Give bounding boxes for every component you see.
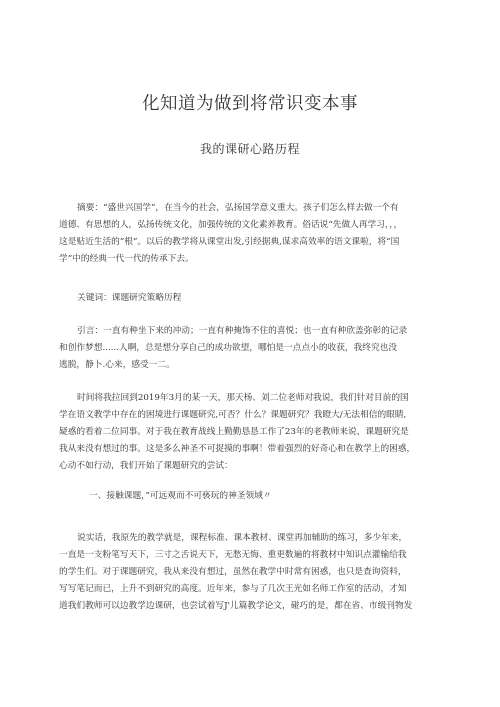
body-line: 疑惑的看着二位同事。对于我在教育战线上勤勤恳恳工作了23年的老教师来说，课题研究是 [59,427,409,437]
intro-line: 逃脱，静卜.心来，感受一二。 [59,360,175,370]
abstract-line: 这是贴近生活的”根”。以后的教学将从课堂出发,引经据典,谋求高效率的语文课啦，将“国 [59,237,400,247]
body-paragraph-2 [59,530,447,615]
body-line: 说实话，我原先的教学就是，课程标准、课本教材、课堂再加辅助的练习，多少年来， [77,533,408,543]
intro-line: 和创作梦想......人啊，总是想分享自己的成功欲望，哪怕是一点点小的收获，我终究也没 [59,343,398,353]
body-line: 一直是一支粉笔写天下，三寸之舌说天下，无愁无悔、重更数遍的将教材中知识点灌输给我 [59,550,407,560]
body-line: 的学生们。对于课题研究，我从来没有想过，虽然在教学中时常有困惑，也只是查询资料， [59,567,407,577]
keywords-line: 关键词：课题研究策略历程 [77,293,182,303]
document-title: 化知道为做到将常识变本事 [142,94,358,114]
intro-line: 引言：一直有种坐下来的冲动；一直有种掩饰不住的喜悦；也一直有种欣盖弥彰的记录 [77,326,408,336]
document-subtitle: 我的课研心路历程 [199,142,300,156]
body-line: 道我们教师可以边教学边课研，也尝试着写J'儿篇教学论文，碰巧的是，都在省、市级刊物发 [59,601,413,611]
intro-paragraph [59,323,447,374]
body-line: 写写笔记而已，上升不到研究的高度。近年来，参与了几次王光如名师工作室的活动，才知 [59,584,407,594]
body-line: 时间将我拉回到2019年3月的某一天，那天杨、刘二位老师对我说，我们针对目前的国 [77,393,409,403]
section-heading-1: 一、接触课题，”可远观而不可亵玩的神圣领域〃 [89,491,272,501]
body-line: 学在语文教学中存在的困境进行课题研究,可否？什么？课题研究？我瞪大/无法相信的眼睛, [59,410,407,420]
keywords-paragraph [59,290,447,307]
abstract-line: 摘要：“盛世兴国学”，在当今的社会，弘扬国学意义重大。孩子们怎么样去做一个有 [77,203,399,213]
body-line: 心动不如行动，我们开始了课题研究的尝试： [59,461,233,471]
body-line: 我从来没有想过的事。这是多么神圣不可捉摸的事啊！带着强烈的好奇心和在教学上的困惑， [59,444,416,454]
abstract-line: 学”中的经典一代一代的传承下去。 [59,254,194,264]
body-paragraph-1 [59,390,447,475]
abstract-paragraph [59,200,447,268]
abstract-line: 道德、有思想的人，弘扬传统文化，加强传统的文化素养教育。俗话说“先做人再学习，，， [59,220,403,230]
